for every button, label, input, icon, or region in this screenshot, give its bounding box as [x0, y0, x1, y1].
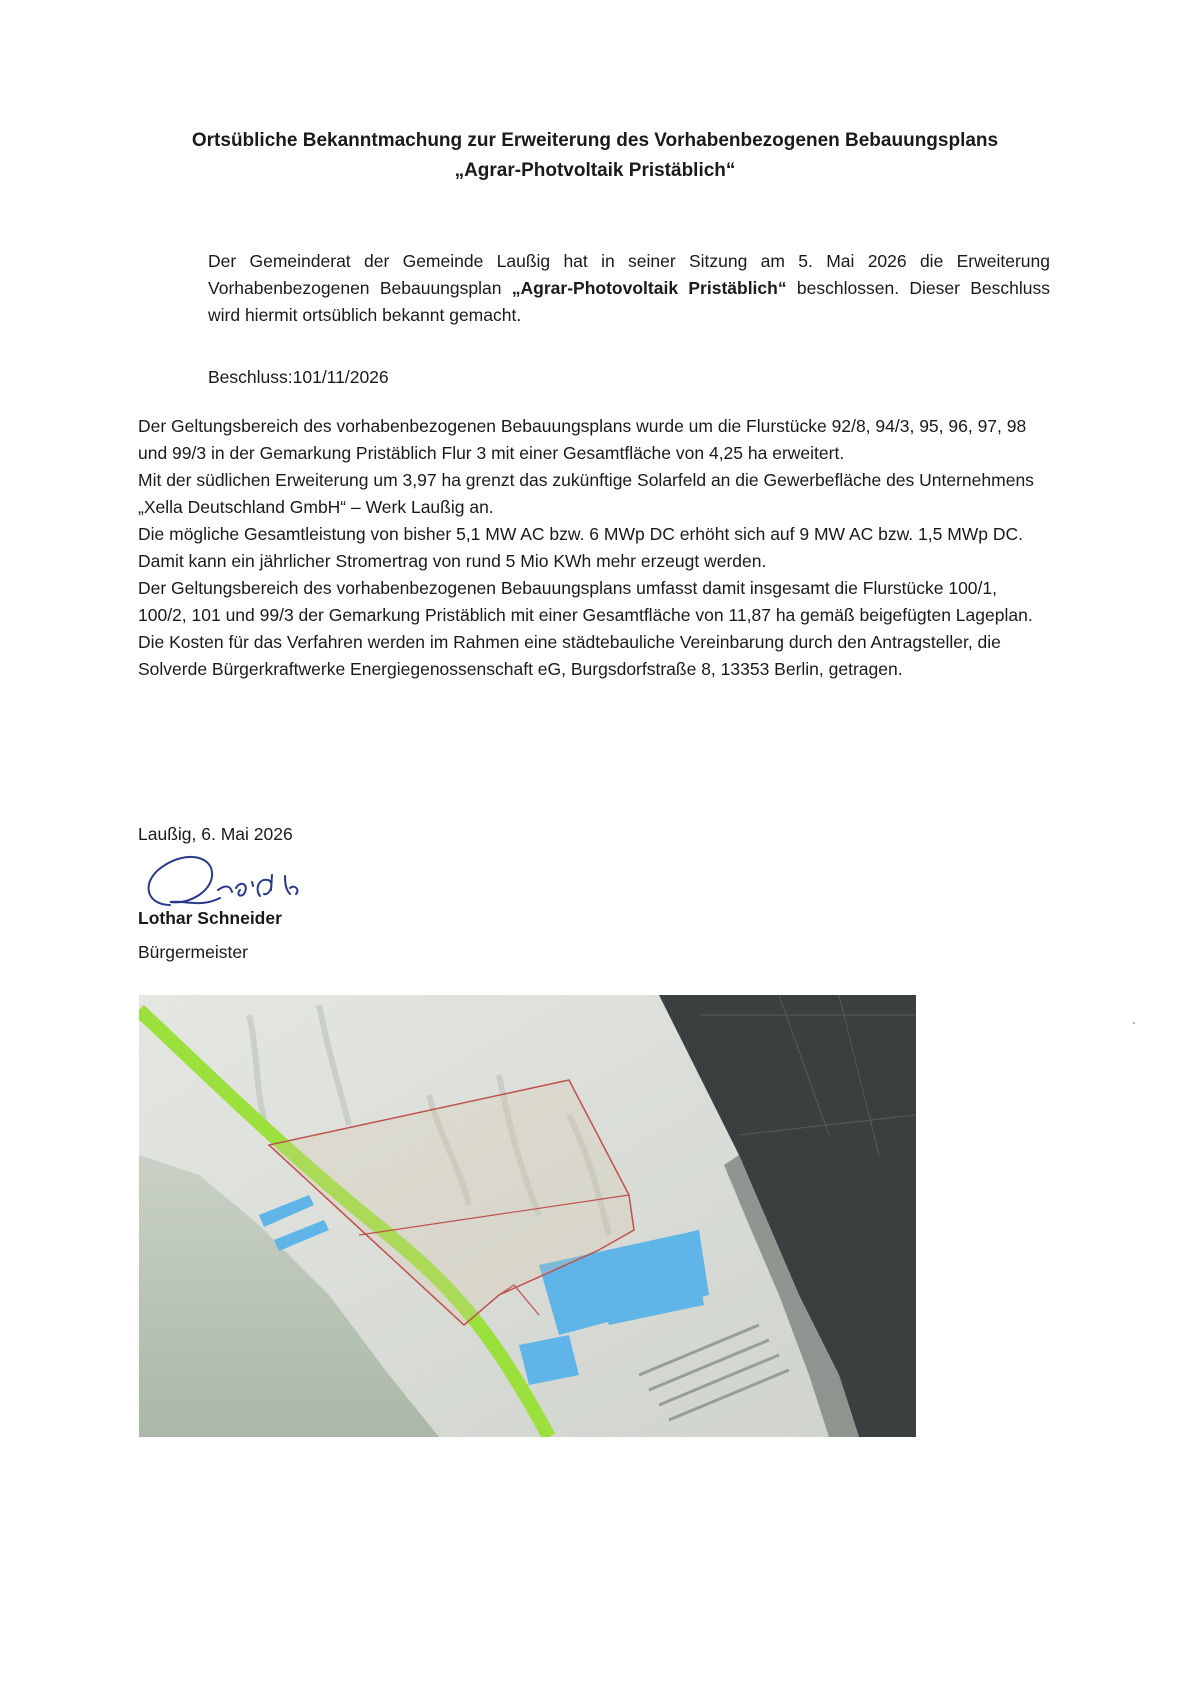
site-location-map: [139, 995, 916, 1437]
aerial-map-image: [139, 995, 916, 1437]
body-text: [138, 413, 1038, 683]
place-and-date: Laußig, 6. Mai 2026: [138, 824, 293, 844]
paragraph-scope-extension: Der Geltungsbereich des vorhabenbezogenen Bebauungsplans wurde um die Flurstücke 92/8, 94/3, 95, 96, 97, 98 und 99/3 in der Gemarkung Pristäblich Flur 3 mit einer Gesamtfläche von 4,25 ha erweitert.: [138, 416, 1027, 463]
title-line-2: „Agrar-Photvoltaik Pristäblich“: [454, 160, 736, 181]
intro-text-2: beschlossen. Dieser Beschluss wird hiermit ortsüblich bekannt gemacht.: [208, 278, 1051, 325]
paragraph-capacity: Die mögliche Gesamtleistung von bisher 5,1 MW AC bzw. 6 MWp DC erhöht sich auf 9 MW AC bzw. 1,5 MWp DC.: [138, 524, 1024, 544]
paragraph-total-scope: Der Geltungsbereich des vorhabenbezogenen Bebauungsplans umfasst damit insgesamt die Flurstücke 100/1, 100/2, 101 und 99/3 der Gemarkung Pristäblich mit einer Gesamtfläche von 11,87 ha gemäß beigefügten Lageplan.: [138, 578, 1033, 625]
scan-artifact: [1133, 1022, 1135, 1024]
paragraph-costs: Die Kosten für das Verfahren werden im Rahmen eine städtebauliche Vereinbarung durch den Antragsteller, die Solverde Bürgerkraftwerke Energiegenossenschaft eG, Burgsdorfstraße 8, 13353 Berlin, getragen.: [138, 632, 1001, 679]
signer-name: Lothar Schneider: [138, 908, 282, 928]
document-title: [100, 126, 1090, 186]
decision-number: Beschluss:101/11/2026: [208, 367, 389, 387]
title-line-1: Ortsübliche Bekanntmachung zur Erweiterung des Vorhabenbezogenen Bebauungsplans: [191, 130, 999, 151]
signer-role: Bürgermeister: [138, 942, 248, 962]
project-name: „Agrar-Photovoltaik Pristäblich“: [511, 278, 787, 298]
paragraph-yield: Damit kann ein jährlicher Stromertrag von rund 5 Mio KWh mehr erzeugt werden.: [138, 551, 767, 571]
intro-paragraph: [208, 248, 1050, 329]
paragraph-southern-extension: Mit der südlichen Erweiterung um 3,97 ha grenzt das zukünftige Solarfeld an die Gewerbefläche des Unternehmens „Xella Deutschland GmbH“ – Werk Laußig an.: [138, 470, 1034, 517]
intro-text-1: Der Gemeinderat der Gemeinde Laußig hat in seiner Sitzung am 5. Mai 2026 die Erweiterung Vorhabenbezogenen Bebauungsplan: [208, 251, 1050, 298]
